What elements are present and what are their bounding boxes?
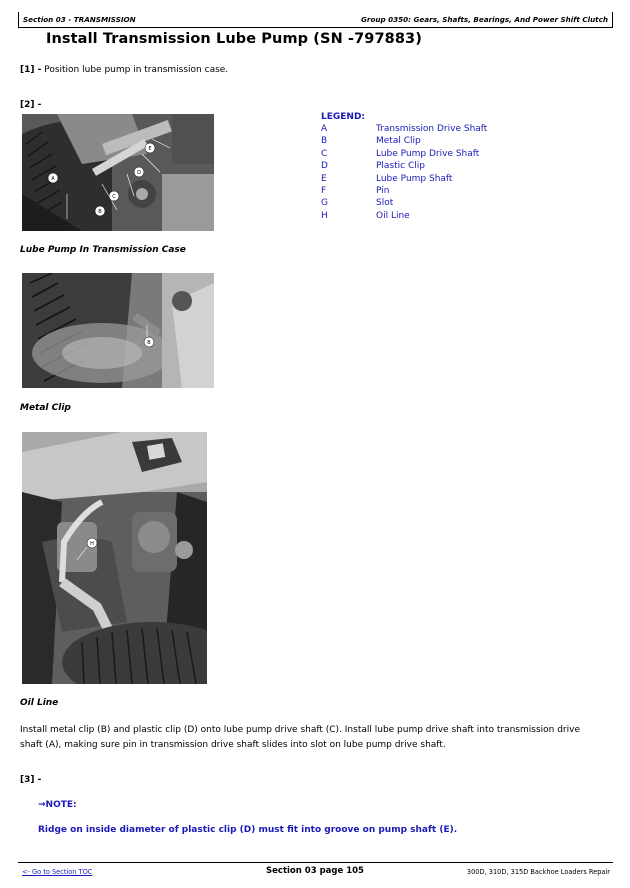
callout-h <box>87 538 97 548</box>
legend-label: Plastic Clip <box>376 161 425 172</box>
legend-letter: C <box>321 148 328 159</box>
legend-item <box>321 123 487 135</box>
legend-label: Transmission Drive Shaft <box>376 124 488 134</box>
callout-b <box>144 337 154 347</box>
legend-item <box>321 148 487 160</box>
callout-c <box>109 191 119 201</box>
svg-text:A: A <box>51 176 55 182</box>
legend-letter: G <box>321 198 328 209</box>
callout-a <box>48 173 58 183</box>
svg-text:E: E <box>148 146 152 152</box>
svg-text:D: D <box>137 170 141 176</box>
step-3-number: [3] - <box>20 775 42 785</box>
figure-lube-pump-in-case <box>22 114 214 231</box>
page-header <box>18 12 613 28</box>
callout-b <box>95 206 105 216</box>
note-text: Ridge on inside diameter of plastic clip (D) must fit into groove on pump shaft (E). <box>38 825 458 835</box>
legend-label: Metal Clip <box>376 136 421 147</box>
header-group: Group 0350: Gears, Shafts, Bearings, And Power Shift Clutch <box>361 15 608 24</box>
step-1-number: [1] - <box>20 65 42 75</box>
legend <box>321 112 487 222</box>
header-section: Section 03 - TRANSMISSION <box>23 15 136 24</box>
callout-e <box>145 143 155 153</box>
legend-title: LEGEND: <box>321 112 366 122</box>
legend-letter: E <box>321 173 327 184</box>
figure-metal-clip <box>22 273 214 388</box>
footer-manual-title: 300D, 310D, 315D Backhoe Loaders Repair <box>466 868 610 876</box>
figure-oil-line <box>22 432 207 684</box>
legend-label: Slot <box>376 198 394 209</box>
figure-3-caption: Oil Line <box>20 698 59 708</box>
svg-text:H: H <box>90 541 94 547</box>
step-1-text: Position lube pump in transmission case. <box>41 65 229 75</box>
figure-1-caption: Lube Pump In Transmission Case <box>20 245 186 255</box>
legend-label: Oil Line <box>376 210 410 221</box>
legend-label: Lube Pump Drive Shaft <box>376 148 480 159</box>
legend-letter: B <box>321 136 328 147</box>
legend-label: Lube Pump Shaft <box>376 173 453 184</box>
go-to-section-toc-link[interactable]: <- Go to Section TOC <box>22 868 93 876</box>
note-label: →NOTE: <box>38 800 77 810</box>
figure-2-caption: Metal Clip <box>20 403 71 413</box>
legend-letter: F <box>321 186 327 197</box>
legend-item <box>321 197 487 209</box>
legend-label: Pin <box>376 186 390 197</box>
legend-letter: D <box>321 161 328 172</box>
svg-text:B: B <box>98 209 102 215</box>
legend-item <box>321 210 487 222</box>
legend-item <box>321 185 487 197</box>
legend-item <box>321 160 487 172</box>
legend-letter: H <box>321 210 328 221</box>
legend-item <box>321 135 487 147</box>
page-title: Install Transmission Lube Pump (SN -797883) <box>46 31 422 47</box>
svg-text:C: C <box>112 194 116 200</box>
callout-d <box>134 167 144 177</box>
footer-divider <box>18 862 613 863</box>
step-2-number: [2] - <box>20 100 42 110</box>
step-1 <box>20 63 228 78</box>
instruction-line-1: Install metal clip (B) and plastic clip (D) onto lube pump drive shaft (C). Install lube pump drive shaft into transmission drive <box>20 725 580 735</box>
instruction-paragraph <box>20 723 580 753</box>
instruction-line-2: shaft (A), making sure pin in transmission drive shaft slides into slot on lube pump drive shaft. <box>20 740 446 750</box>
footer-page-number: Section 03 page 105 <box>266 866 364 876</box>
svg-text:B: B <box>147 340 151 346</box>
legend-letter: A <box>321 124 328 134</box>
legend-item <box>321 173 487 185</box>
